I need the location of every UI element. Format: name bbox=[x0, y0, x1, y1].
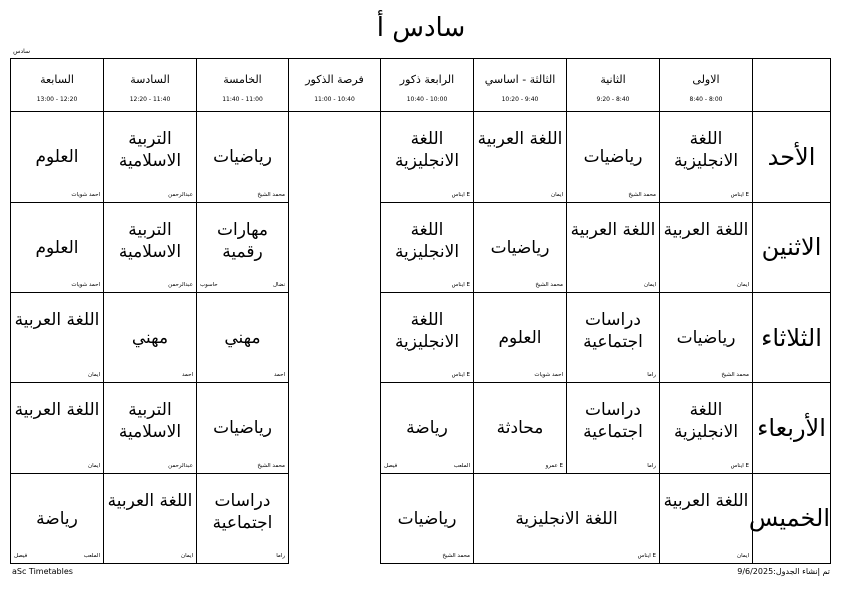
lesson-teacher: احمد شويات bbox=[71, 191, 100, 198]
day-name: الأحد bbox=[753, 112, 831, 202]
period-name: الثالثة - اساسي bbox=[484, 73, 556, 87]
lesson-subject: اللغة العربية bbox=[107, 490, 193, 511]
lesson-teacher: احمد bbox=[274, 372, 285, 379]
lesson-cell bbox=[381, 202, 474, 292]
lesson-teacher: الملعب bbox=[83, 553, 100, 559]
period-header bbox=[11, 59, 104, 112]
lesson-subject: التربية الاسلامية bbox=[118, 219, 182, 262]
period-name: فرصة الذكور bbox=[305, 73, 364, 87]
period-name: الخامسة bbox=[223, 73, 262, 87]
lesson-teacher: ايمان bbox=[644, 281, 656, 288]
day-name: الأربعاء bbox=[753, 383, 831, 473]
lesson-cell bbox=[474, 112, 567, 202]
lesson-room: حاسوب bbox=[200, 281, 218, 288]
lesson-teacher: محمد الشيخ bbox=[442, 553, 470, 559]
lesson-teacher: احمد شويات bbox=[534, 372, 563, 379]
lesson-cell bbox=[567, 383, 660, 473]
break-cell bbox=[289, 202, 381, 292]
lesson-subject: اللغة العربية bbox=[14, 309, 100, 330]
lesson-subject: العلوم bbox=[498, 327, 542, 348]
day-row bbox=[11, 112, 831, 202]
period-time: 8:40 - 9:20 bbox=[596, 96, 630, 104]
lesson-cell bbox=[197, 383, 289, 473]
lesson-teacher: محمد الشيخ bbox=[628, 191, 656, 198]
lesson-subject: رياضيات bbox=[583, 147, 643, 168]
lesson-teacher: E ايناس bbox=[730, 462, 749, 469]
lesson-subject: رياضيات bbox=[490, 237, 550, 258]
lesson-subject: دراسات اجتماعية bbox=[583, 309, 643, 352]
lesson-teacher: محمد الشيخ bbox=[257, 191, 285, 198]
lesson-cell bbox=[197, 112, 289, 202]
timetable-table bbox=[10, 58, 831, 564]
lesson-cell bbox=[660, 292, 753, 382]
lesson-subject: اللغة العربية bbox=[570, 219, 656, 240]
period-time: 12:20 - 13:00 bbox=[36, 96, 78, 104]
lesson-teacher: E ايناس bbox=[637, 553, 656, 559]
lesson-subject: رياضيات bbox=[676, 327, 736, 348]
period-name: السادسة bbox=[130, 73, 170, 87]
lesson-cell bbox=[104, 292, 197, 382]
lesson-subject: اللغة العربية bbox=[477, 129, 563, 150]
lesson-subject: مهني bbox=[224, 327, 261, 348]
lesson-subject: العلوم bbox=[35, 237, 79, 258]
lesson-subject: رياضيات bbox=[213, 147, 272, 168]
lesson-cell bbox=[381, 112, 474, 202]
lesson-teacher: E عمرو bbox=[545, 462, 563, 469]
lesson-teacher: احمد bbox=[182, 372, 193, 379]
lesson-teacher: ايمان bbox=[737, 281, 749, 288]
lesson-cell bbox=[567, 112, 660, 202]
lesson-teacher: E ايناس bbox=[451, 372, 470, 379]
day-row bbox=[11, 473, 831, 563]
period-name: السابعة bbox=[40, 73, 74, 87]
lesson-cell bbox=[474, 383, 567, 473]
lesson-teacher: نضال bbox=[273, 281, 285, 288]
period-header bbox=[474, 59, 567, 112]
lesson-teacher: E ايناس bbox=[451, 281, 470, 288]
footer-created-date: تم إنشاء الجدول:9/6/2025 bbox=[737, 567, 830, 576]
period-header bbox=[567, 59, 660, 112]
day-name: الاثنين bbox=[753, 202, 831, 292]
lesson-subject: اللغة الانجليزية bbox=[394, 219, 460, 262]
lesson-teacher: عبدالرحمن bbox=[168, 191, 193, 198]
period-header bbox=[197, 59, 289, 112]
lesson-subject: مهارات رقمية bbox=[216, 219, 269, 262]
lesson-cell bbox=[567, 292, 660, 382]
corner-cell bbox=[753, 59, 831, 112]
lesson-cell bbox=[11, 202, 104, 292]
lesson-subject: دراسات اجتماعية bbox=[212, 490, 273, 533]
lesson-teacher: راما bbox=[647, 462, 656, 469]
day-row bbox=[11, 383, 831, 473]
period-time: 11:40 - 12:20 bbox=[129, 96, 171, 104]
lesson-cell bbox=[104, 383, 197, 473]
lesson-subject: اللغة الانجليزية bbox=[394, 309, 460, 352]
lesson-subject: اللغة الانجليزية bbox=[673, 129, 739, 172]
lesson-subject: محادثة bbox=[496, 418, 544, 439]
timetable-grid bbox=[10, 58, 830, 564]
class-label-small: سادس bbox=[13, 48, 30, 55]
lesson-subject: اللغة الانجليزية bbox=[515, 508, 618, 529]
lesson-cell bbox=[381, 383, 474, 473]
period-header bbox=[381, 59, 474, 112]
lesson-cell bbox=[474, 202, 567, 292]
lesson-cell bbox=[660, 202, 753, 292]
day-name: الخميس bbox=[753, 473, 831, 563]
period-time: 8:00 - 8:40 bbox=[689, 96, 723, 104]
lesson-teacher: محمد الشيخ bbox=[535, 281, 563, 288]
header-row bbox=[11, 59, 831, 112]
lesson-subject: التربية الاسلامية bbox=[118, 129, 182, 172]
lesson-subject: رياضة bbox=[36, 508, 78, 529]
lesson-cell bbox=[474, 473, 660, 563]
period-name: الرابعة ذكور bbox=[399, 73, 455, 87]
break-cell bbox=[289, 292, 381, 382]
lesson-teacher: ايمان bbox=[88, 462, 100, 469]
lesson-cell bbox=[197, 292, 289, 382]
period-header bbox=[289, 59, 381, 112]
period-time: 11:00 - 11:40 bbox=[222, 96, 263, 104]
period-name: الاولى bbox=[692, 73, 720, 87]
lesson-subject: مهني bbox=[131, 327, 169, 348]
lesson-cell bbox=[104, 473, 197, 563]
lesson-teacher: الملعب bbox=[453, 462, 470, 469]
lesson-teacher: E ايناس bbox=[730, 191, 749, 198]
page-title: سادس أ bbox=[376, 13, 466, 43]
lesson-subject: اللغة العربية bbox=[663, 490, 749, 511]
lesson-subject: اللغة العربية bbox=[14, 400, 100, 421]
lesson-cell bbox=[197, 202, 289, 292]
lesson-teacher: راما bbox=[276, 553, 285, 559]
lesson-cell bbox=[474, 292, 567, 382]
lesson-cell bbox=[104, 202, 197, 292]
lesson-teacher: ايمان bbox=[88, 372, 100, 379]
lesson-cell bbox=[381, 292, 474, 382]
lesson-subject: رياضيات bbox=[213, 418, 272, 439]
period-time: 10:00 - 10:40 bbox=[406, 96, 448, 104]
lesson-subject: اللغة الانجليزية bbox=[394, 129, 460, 172]
break-cell bbox=[289, 383, 381, 473]
lesson-teacher: ايمان bbox=[551, 191, 563, 198]
day-name: الثلاثاء bbox=[753, 292, 831, 382]
lesson-subject: التربية الاسلامية bbox=[118, 400, 182, 443]
lesson-cell bbox=[104, 112, 197, 202]
lesson-subject: العلوم bbox=[35, 147, 79, 168]
lesson-subject: رياضة bbox=[406, 418, 448, 439]
lesson-room: فيصل bbox=[14, 553, 28, 559]
lesson-teacher: احمد شويات bbox=[71, 281, 100, 288]
lesson-cell bbox=[197, 473, 289, 563]
lesson-cell bbox=[660, 473, 753, 563]
lesson-cell bbox=[567, 202, 660, 292]
lesson-teacher: محمد الشيخ bbox=[721, 372, 749, 379]
lesson-cell bbox=[11, 383, 104, 473]
footer-software: aSc Timetables bbox=[12, 567, 73, 576]
break-cell bbox=[289, 112, 381, 202]
lesson-teacher: محمد الشيخ bbox=[257, 462, 285, 469]
lesson-teacher: E ايناس bbox=[451, 191, 470, 198]
lesson-cell bbox=[660, 383, 753, 473]
lesson-subject: دراسات اجتماعية bbox=[583, 400, 643, 443]
lesson-subject: اللغة الانجليزية bbox=[673, 400, 739, 443]
lesson-cell bbox=[11, 473, 104, 563]
lesson-teacher: عبدالرحمن bbox=[168, 462, 193, 469]
lesson-cell bbox=[660, 112, 753, 202]
lesson-teacher: راما bbox=[647, 372, 656, 379]
period-header bbox=[104, 59, 197, 112]
lesson-room: فيصل bbox=[384, 462, 398, 469]
lesson-teacher: عبدالرحمن bbox=[168, 281, 193, 288]
day-row bbox=[11, 292, 831, 382]
lesson-cell bbox=[11, 112, 104, 202]
period-name: الثانية bbox=[600, 73, 626, 87]
lesson-cell bbox=[11, 292, 104, 382]
break-cell bbox=[289, 473, 381, 563]
lesson-teacher: ايمان bbox=[737, 553, 749, 559]
day-row bbox=[11, 202, 831, 292]
period-header bbox=[660, 59, 753, 112]
lesson-teacher: ايمان bbox=[181, 553, 193, 559]
lesson-subject: رياضيات bbox=[397, 508, 457, 529]
period-time: 10:40 - 11:00 bbox=[314, 96, 355, 104]
period-time: 9:40 - 10:20 bbox=[501, 96, 539, 104]
lesson-subject: اللغة العربية bbox=[663, 219, 749, 240]
lesson-cell bbox=[381, 473, 474, 563]
